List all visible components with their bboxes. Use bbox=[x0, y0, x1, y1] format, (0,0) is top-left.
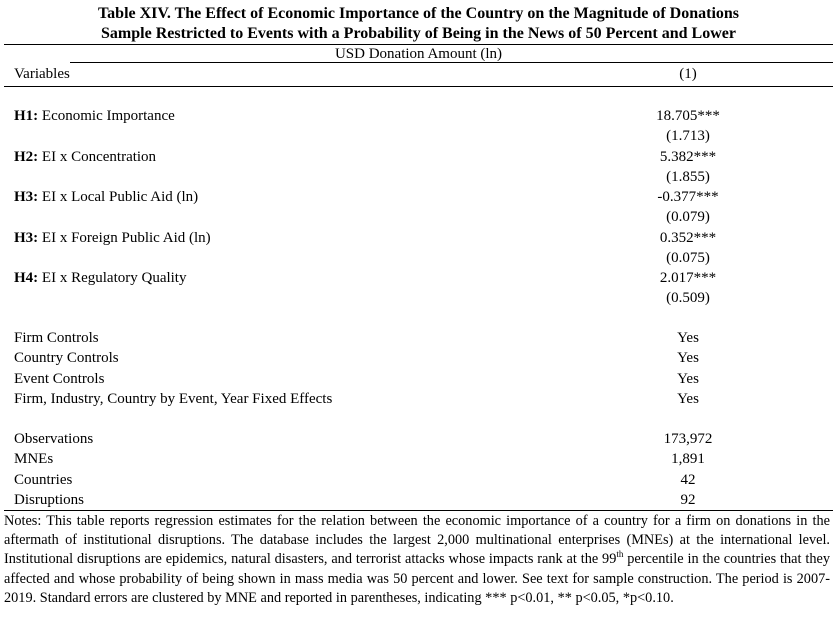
control-row-value: Yes bbox=[677, 390, 699, 407]
stat-row-value: 173,972 bbox=[663, 431, 713, 447]
standard-error-value: (0.509) bbox=[666, 290, 710, 306]
stat-row-value: 92 bbox=[680, 491, 696, 508]
table-notes bbox=[4, 512, 830, 608]
hypothesis-row-label bbox=[14, 147, 156, 167]
variable-name: EI x Foreign Public Aid (ln) bbox=[41, 229, 211, 246]
variable-name: Economic Importance bbox=[41, 108, 175, 124]
coefficient-value: -0.377*** bbox=[657, 189, 719, 205]
hypothesis-row-label bbox=[14, 106, 175, 126]
stat-row-label: Disruptions bbox=[14, 491, 85, 508]
hypothesis-tag: H4: bbox=[14, 270, 39, 286]
standard-error-value: (0.075) bbox=[666, 249, 710, 266]
control-row-value: Yes bbox=[677, 350, 699, 367]
control-row-label: Event Controls bbox=[14, 370, 105, 387]
notes-text-part1: Notes: This table reports regression estimates for the relation between the economic importance of a country for a firm on donations in the aftermath of institutional disruptions. The database includes the largest 2,000 multinational enterprises (MNEs) at the international level. Institutional disruptions are epidemics, natural disasters, and terrorist attacks whose impacts rank at the 99 bbox=[4, 513, 830, 568]
coefficient-value: 0.352*** bbox=[659, 229, 717, 246]
hypothesis-tag: H3: bbox=[14, 189, 39, 205]
control-row-value: Yes bbox=[677, 370, 699, 387]
stat-row-label: Countries bbox=[14, 471, 73, 488]
table-title-line2: Sample Restricted to Events with a Probability of Being in the News of 50 Percent and Lower bbox=[101, 25, 736, 42]
hypothesis-tag: H2: bbox=[14, 148, 39, 165]
notes-superscript: th bbox=[616, 549, 624, 560]
stat-row-label: Observations bbox=[14, 431, 94, 447]
control-row-label: Firm, Industry, Country by Event, Year Fixed Effects bbox=[14, 390, 333, 407]
hypothesis-row-label bbox=[14, 268, 186, 288]
standard-error-value: (1.855) bbox=[666, 168, 710, 185]
stat-row-value: 42 bbox=[680, 471, 696, 488]
standard-error-value: (0.079) bbox=[666, 209, 710, 225]
variable-name: EI x Regulatory Quality bbox=[41, 270, 187, 286]
control-row-value: Yes bbox=[677, 330, 699, 346]
variable-name: EI x Concentration bbox=[41, 148, 157, 165]
control-row-label: Country Controls bbox=[14, 350, 119, 367]
stat-row-label: MNEs bbox=[14, 451, 54, 468]
hypothesis-row-label bbox=[14, 187, 198, 207]
variable-name: EI x Local Public Aid (ln) bbox=[41, 189, 199, 205]
hypothesis-row-label bbox=[14, 228, 211, 248]
coefficient-value: 2.017*** bbox=[659, 270, 717, 286]
header-rule bbox=[70, 62, 833, 63]
hypothesis-tag: H1: bbox=[14, 108, 39, 124]
notes-text-part2: percentile in the countries that they affected and whose probability of being shown in mass media was 50 percent and lower. See text for sample construction. The period is 2007-2019. Standard errors are clustered by MNE and reported in parentheses, indicating *** p<0.01, ** p<0.05, *p<0.10. bbox=[4, 551, 830, 606]
coefficient-value: 18.705*** bbox=[656, 108, 720, 124]
standard-error-value: (1.713) bbox=[666, 128, 710, 144]
stat-row-value: 1,891 bbox=[671, 451, 705, 468]
bottom-rule bbox=[4, 510, 833, 511]
control-row-label: Firm Controls bbox=[14, 330, 99, 346]
column-number-header: (1) bbox=[679, 66, 697, 82]
table-title-line1: Table XIV. The Effect of Economic Importance of the Country on the Magnitude of Donations bbox=[97, 5, 740, 22]
variables-header: Variables bbox=[14, 66, 70, 82]
dependent-variable-header: USD Donation Amount (ln) bbox=[334, 46, 503, 62]
hypothesis-tag: H3: bbox=[14, 229, 39, 246]
coefficient-value: 5.382*** bbox=[659, 148, 717, 165]
column-header-rule bbox=[4, 86, 833, 87]
